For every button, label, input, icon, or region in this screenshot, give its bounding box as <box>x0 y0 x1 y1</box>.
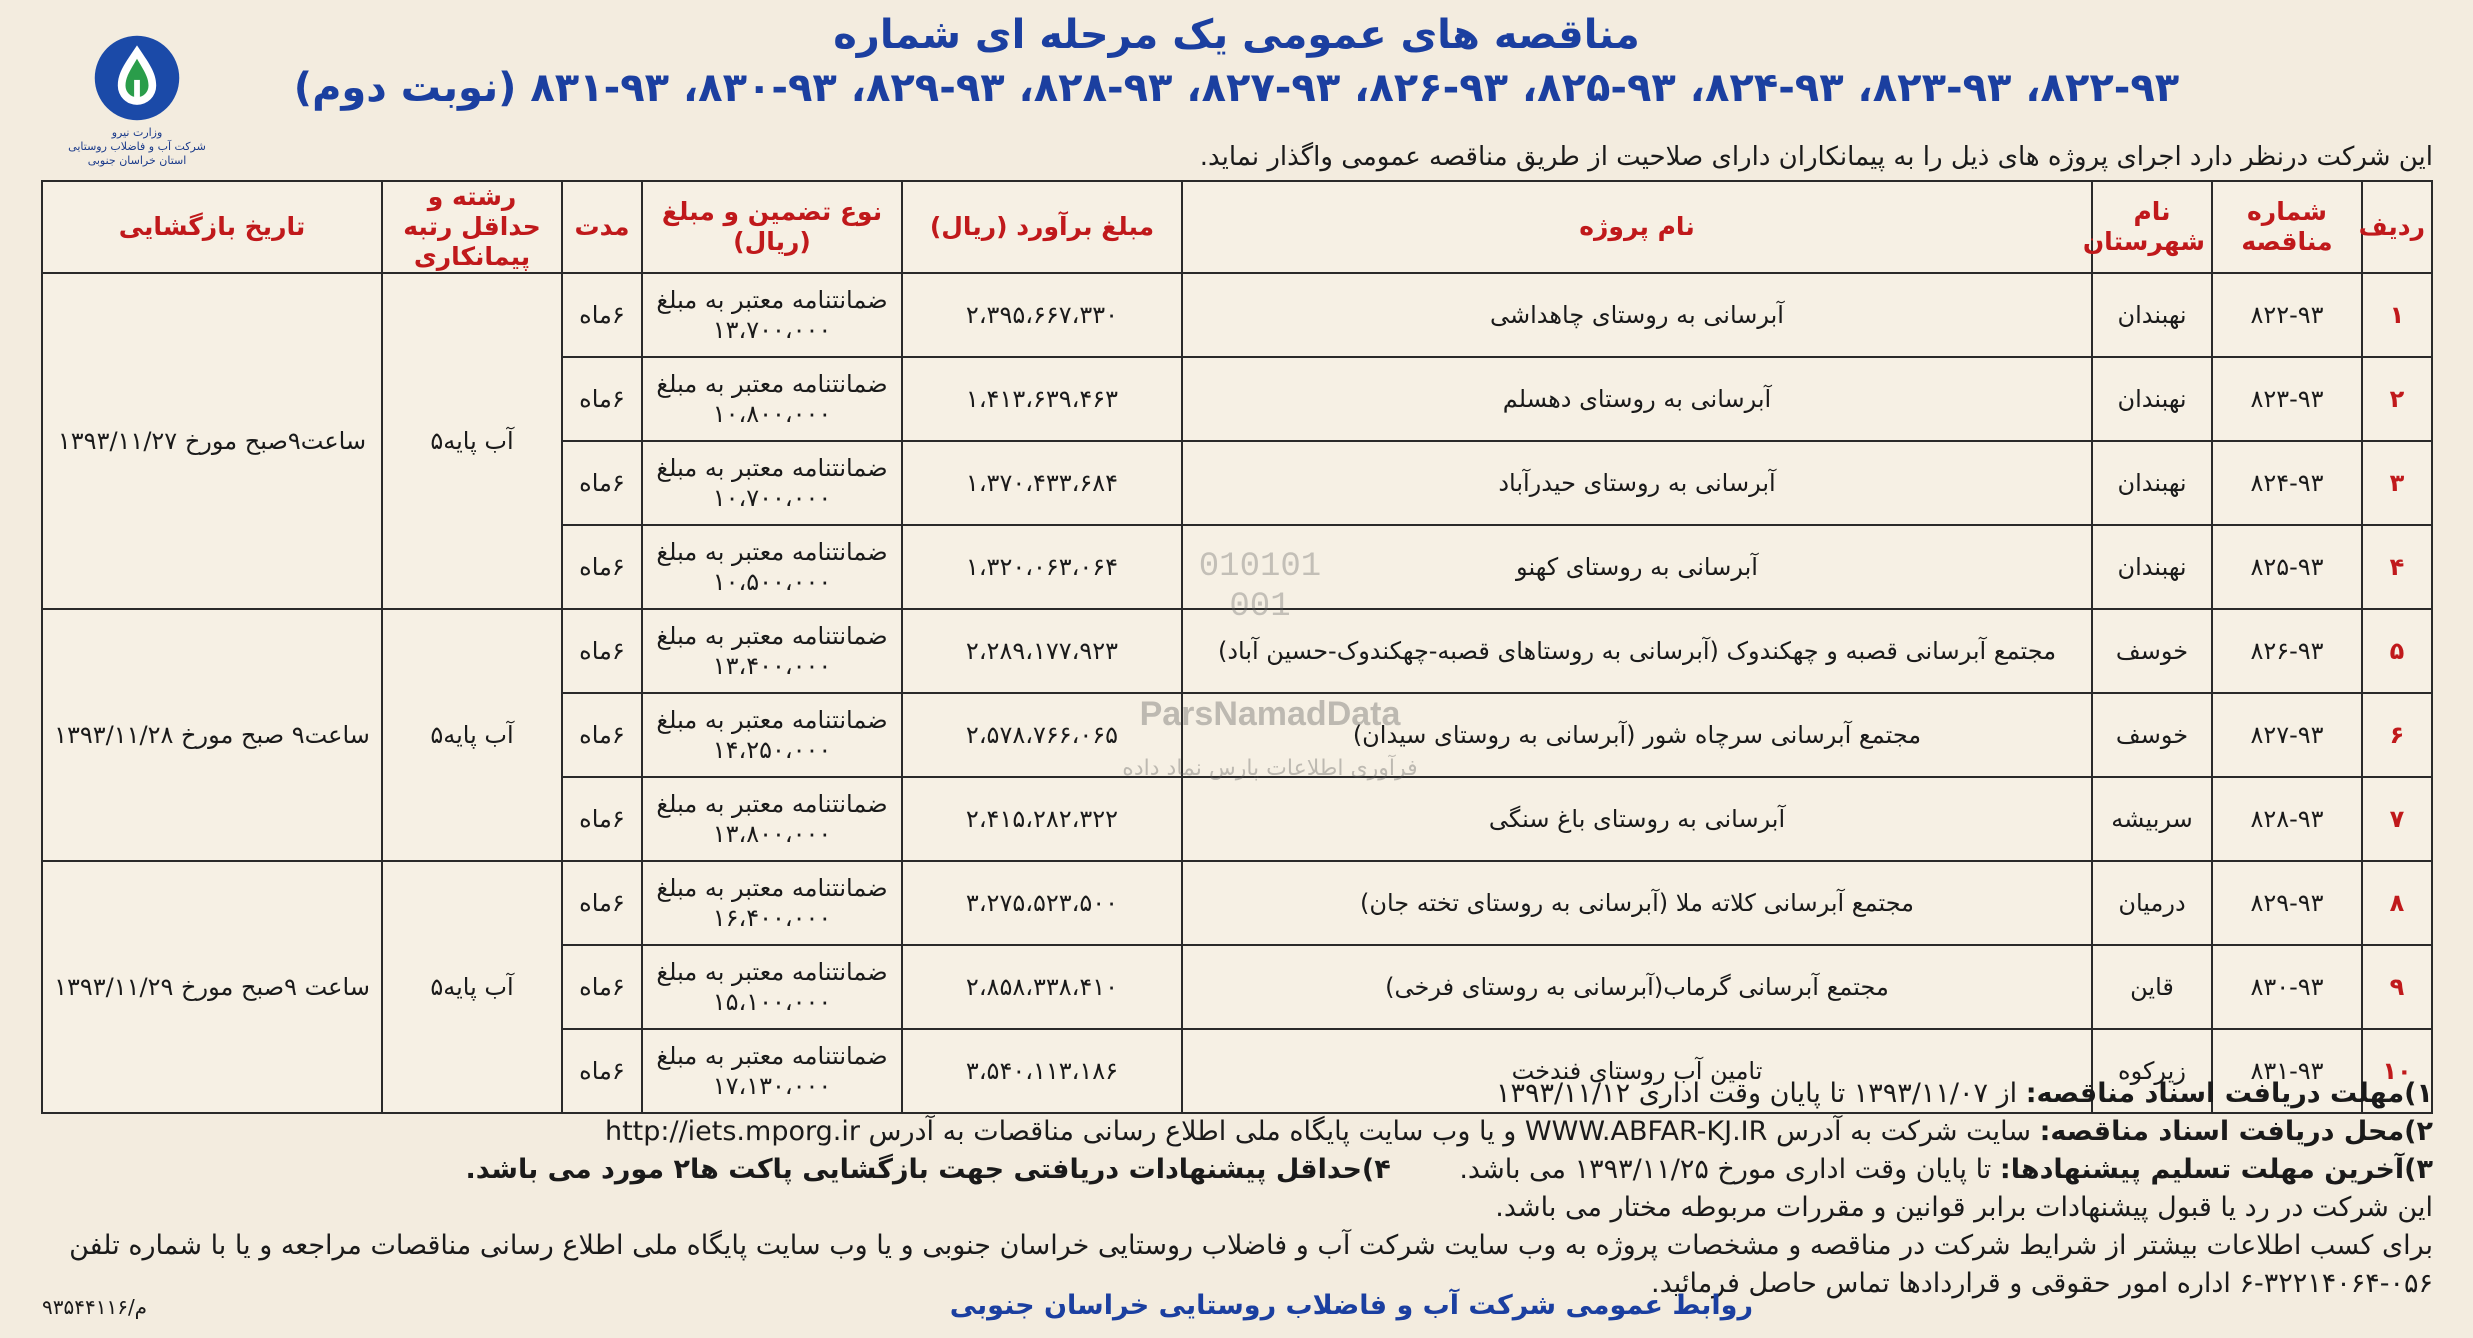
header-row-number: ردیف <box>2362 181 2432 273</box>
cell-tender-number: ۸۳۱-۹۳ <box>2212 1029 2362 1113</box>
note-2-text: سایت شرکت به آدرس WWW.ABFAR-KJ.IR و یا وب سایت پایگاه ملی اطلاع رسانی مناقصات به آدرس http://iets.mporg.ir <box>604 1116 2032 1147</box>
logo-text-province: استان خراسان جنوبی <box>87 154 187 167</box>
note-3-label: ۳)آخرین مهلت تسلیم پیشنهادها: <box>1999 1154 2433 1185</box>
logo-text-ministry: وزارت نیرو <box>111 126 163 139</box>
cell-city: قاین <box>2092 945 2212 1029</box>
cell-duration: ۶ماه <box>562 357 642 441</box>
cell-duration: ۶ماه <box>562 525 642 609</box>
cell-grade: آب پایه۵ <box>382 609 562 861</box>
cell-city: نهبندان <box>2092 441 2212 525</box>
table-header-row <box>42 181 2432 273</box>
header-guarantee: نوع تضمین و مبلغ (ریال) <box>642 181 902 273</box>
cell-amount: ۲،۳۹۵،۶۶۷،۳۳۰ <box>902 273 1182 357</box>
cell-tender-number: ۸۲۹-۹۳ <box>2212 861 2362 945</box>
cell-city: سربیشه <box>2092 777 2212 861</box>
cell-amount: ۱،۴۱۳،۶۳۹،۴۶۳ <box>902 357 1182 441</box>
cell-project: آبرسانی به روستای دهسلم <box>1182 357 2092 441</box>
cell-row-number: ۶ <box>2362 693 2432 777</box>
cell-guarantee: ضمانتنامه معتبر به مبلغ ۱۰،۵۰۰،۰۰۰ <box>642 525 902 609</box>
cell-city: نهبندان <box>2092 273 2212 357</box>
table-row <box>42 273 2432 357</box>
cell-row-number: ۵ <box>2362 609 2432 693</box>
cell-opening-date: ساعت۹صبح مورخ ۱۳۹۳/۱۱/۲۷ <box>42 273 382 609</box>
cell-amount: ۲،۸۵۸،۳۳۸،۴۱۰ <box>902 945 1182 1029</box>
cell-tender-number: ۸۲۴-۹۳ <box>2212 441 2362 525</box>
cell-project: آبرسانی به روستای کهنو <box>1182 525 2092 609</box>
cell-guarantee: ضمانتنامه معتبر به مبلغ ۱۷،۱۳۰،۰۰۰ <box>642 1029 902 1113</box>
cell-grade: آب پایه۵ <box>382 861 562 1113</box>
cell-duration: ۶ماه <box>562 441 642 525</box>
cell-tender-number: ۸۲۷-۹۳ <box>2212 693 2362 777</box>
watermark-binary-2: 001 <box>1229 588 1291 626</box>
cell-row-number: ۱ <box>2362 273 2432 357</box>
cell-project: مجتمع آبرسانی قصبه و چهکندوک (آبرسانی به روستاهای قصبه-چهکندوک-حسین آباد) <box>1182 609 2092 693</box>
tender-numbers: ۸۲۲-۹۳، ۸۲۳-۹۳، ۸۲۴-۹۳، ۸۲۵-۹۳، ۸۲۶-۹۳، ۸۲۷-۹۳، ۸۲۸-۹۳، ۸۲۹-۹۳، ۸۳۰-۹۳، ۸۳۱-۹۳ (نوبت دوم) <box>293 65 2180 111</box>
cell-guarantee: ضمانتنامه معتبر به مبلغ ۱۵،۱۰۰،۰۰۰ <box>642 945 902 1029</box>
cell-row-number: ۷ <box>2362 777 2432 861</box>
cell-duration: ۶ماه <box>562 1029 642 1113</box>
cell-tender-number: ۸۳۰-۹۳ <box>2212 945 2362 1029</box>
cell-duration: ۶ماه <box>562 693 642 777</box>
cell-tender-number: ۸۲۳-۹۳ <box>2212 357 2362 441</box>
footer-code: م/۹۳۵۴۴۱۱۶ <box>42 1295 148 1319</box>
cell-opening-date: ساعت۹ صبح مورخ ۱۳۹۳/۱۱/۲۸ <box>42 609 382 861</box>
cell-city: نهبندان <box>2092 357 2212 441</box>
cell-duration: ۶ماه <box>562 609 642 693</box>
tender-table <box>41 180 2433 1114</box>
intro-text: این شرکت درنظر دارد اجرای پروژه های ذیل را به پیمانکاران دارای صلاحیت از طریق مناقصه عمومی واگذار نماید. <box>1199 142 2433 172</box>
watermark-brand: ParsNamadData <box>1139 695 1401 733</box>
water-drop-logo-icon <box>89 30 185 126</box>
paragraph-3: ۶-۳۲۲۱۴۰۶۴-۰۵۶ اداره امور حقوقی و قراردادها تماس حاصل فرمائید. <box>1651 1268 2433 1299</box>
cell-row-number: ۴ <box>2362 525 2432 609</box>
cell-amount: ۳،۵۴۰،۱۱۳،۱۸۶ <box>902 1029 1182 1113</box>
cell-tender-number: ۸۲۲-۹۳ <box>2212 273 2362 357</box>
cell-amount: ۲،۵۷۸،۷۶۶،۰۶۵ <box>902 693 1182 777</box>
cell-guarantee: ضمانتنامه معتبر به مبلغ ۱۰،۸۰۰،۰۰۰ <box>642 357 902 441</box>
cell-row-number: ۱۰ <box>2362 1029 2432 1113</box>
cell-row-number: ۳ <box>2362 441 2432 525</box>
cell-city: درمیان <box>2092 861 2212 945</box>
cell-city: نهبندان <box>2092 525 2212 609</box>
cell-project: مجتمع آبرسانی گرماب(آبرسانی به روستای فرخی) <box>1182 945 2092 1029</box>
cell-duration: ۶ماه <box>562 945 642 1029</box>
watermark-brand-fa: فرآوری اطلاعات پارس نماد داده <box>1122 756 1418 781</box>
header-amount: مبلغ برآورد (ریال) <box>902 181 1182 273</box>
cell-row-number: ۹ <box>2362 945 2432 1029</box>
cell-tender-number: ۸۲۵-۹۳ <box>2212 525 2362 609</box>
paragraph-1: این شرکت در رد یا قبول پیشنهادات برابر قوانین و مقررات مربوطه مختار می باشد. <box>1495 1192 2433 1223</box>
cell-project: مجتمع آبرسانی کلاته ملا (آبرسانی به روستای تخته جان) <box>1182 861 2092 945</box>
cell-grade: آب پایه۵ <box>382 273 562 609</box>
watermark-binary-1: 010101 <box>1198 548 1322 586</box>
cell-amount: ۲،۴۱۵،۲۸۲،۳۲۲ <box>902 777 1182 861</box>
logo-text-company: شرکت آب و فاضلاب روستایی <box>68 140 206 153</box>
note-2-label: ۲)محل دریافت اسناد مناقصه: <box>2039 1116 2433 1147</box>
note-1-label: ۱)مهلت دریافت اسناد مناقصه: <box>2025 1078 2433 1109</box>
page-title: مناقصه های عمومی یک مرحله ای شماره <box>833 12 1640 58</box>
cell-guarantee: ضمانتنامه معتبر به مبلغ ۱۰،۷۰۰،۰۰۰ <box>642 441 902 525</box>
cell-project: آبرسانی به روستای باغ سنگی <box>1182 777 2092 861</box>
note-3 <box>43 1151 2433 1189</box>
cell-duration: ۶ماه <box>562 861 642 945</box>
cell-city: خوسف <box>2092 693 2212 777</box>
cell-row-number: ۸ <box>2362 861 2432 945</box>
logo <box>62 30 212 180</box>
cell-project: آبرسانی به روستای چاهداشی <box>1182 273 2092 357</box>
cell-amount: ۳،۲۷۵،۵۲۳،۵۰۰ <box>902 861 1182 945</box>
cell-opening-date: ساعت ۹صبح مورخ ۱۳۹۳/۱۱/۲۹ <box>42 861 382 1113</box>
table-row <box>42 861 2432 945</box>
note-1 <box>43 1075 2433 1113</box>
cell-amount: ۲،۲۸۹،۱۷۷،۹۲۳ <box>902 609 1182 693</box>
header-grade: رشته و حداقل رتبه پیمانکاری <box>382 181 562 273</box>
note-3-text: تا پایان وقت اداری مورخ ۱۳۹۳/۱۱/۲۵ می باشد. <box>1459 1154 1992 1185</box>
cell-guarantee: ضمانتنامه معتبر به مبلغ ۱۳،۴۰۰،۰۰۰ <box>642 609 902 693</box>
footer-signature: روابط عمومی شرکت آب و فاضلاب روستایی خراسان جنوبی <box>949 1290 1753 1321</box>
cell-project: تامین آب روستای فندخت <box>1182 1029 2092 1113</box>
cell-guarantee: ضمانتنامه معتبر به مبلغ ۱۳،۸۰۰،۰۰۰ <box>642 777 902 861</box>
note-2 <box>43 1113 2433 1151</box>
cell-duration: ۶ماه <box>562 777 642 861</box>
cell-guarantee: ضمانتنامه معتبر به مبلغ ۱۴،۲۵۰،۰۰۰ <box>642 693 902 777</box>
notes <box>43 1075 2433 1303</box>
cell-city: خوسف <box>2092 609 2212 693</box>
cell-project: مجتمع آبرسانی سرچاه شور (آبرسانی به روستای سیدان) <box>1182 693 2092 777</box>
cell-row-number: ۲ <box>2362 357 2432 441</box>
cell-tender-number: ۸۲۶-۹۳ <box>2212 609 2362 693</box>
cell-guarantee: ضمانتنامه معتبر به مبلغ ۱۶،۴۰۰،۰۰۰ <box>642 861 902 945</box>
cell-city: زیرکوه <box>2092 1029 2212 1113</box>
table-row <box>42 609 2432 693</box>
header-opening-date: تاریخ بازگشایی <box>42 181 382 273</box>
header-tender-number: شماره مناقصه <box>2212 181 2362 273</box>
cell-project: آبرسانی به روستای حیدرآباد <box>1182 441 2092 525</box>
header-duration: مدت <box>562 181 642 273</box>
cell-amount: ۱،۳۷۰،۴۳۳،۶۸۴ <box>902 441 1182 525</box>
note-1-text: از ۱۳۹۳/۱۱/۰۷ تا پایان وقت اداری ۱۳۹۳/۱۱/۱۲ <box>1495 1078 2018 1109</box>
note-4: ۴)حداقل پیشنهادات دریافتی جهت بازگشایی پاکت ها۲ مورد می باشد. <box>465 1154 1391 1185</box>
cell-guarantee: ضمانتنامه معتبر به مبلغ ۱۳،۷۰۰،۰۰۰ <box>642 273 902 357</box>
header-city: نام شهرستان <box>2092 181 2212 273</box>
cell-tender-number: ۸۲۸-۹۳ <box>2212 777 2362 861</box>
header-project: نام پروژه <box>1182 181 2092 273</box>
cell-duration: ۶ماه <box>562 273 642 357</box>
cell-amount: ۱،۳۲۰،۰۶۳،۰۶۴ <box>902 525 1182 609</box>
paragraph-2: برای کسب اطلاعات بیشتر از شرایط شرکت در مناقصه و مشخصات پروژه به وب سایت شرکت آب و فاضلاب روستایی خراسان جنوبی و یا وب سایت پایگاه ملی اطلاع رسانی مناقصات مراجعه و یا با شماره تلفن <box>69 1230 2433 1261</box>
